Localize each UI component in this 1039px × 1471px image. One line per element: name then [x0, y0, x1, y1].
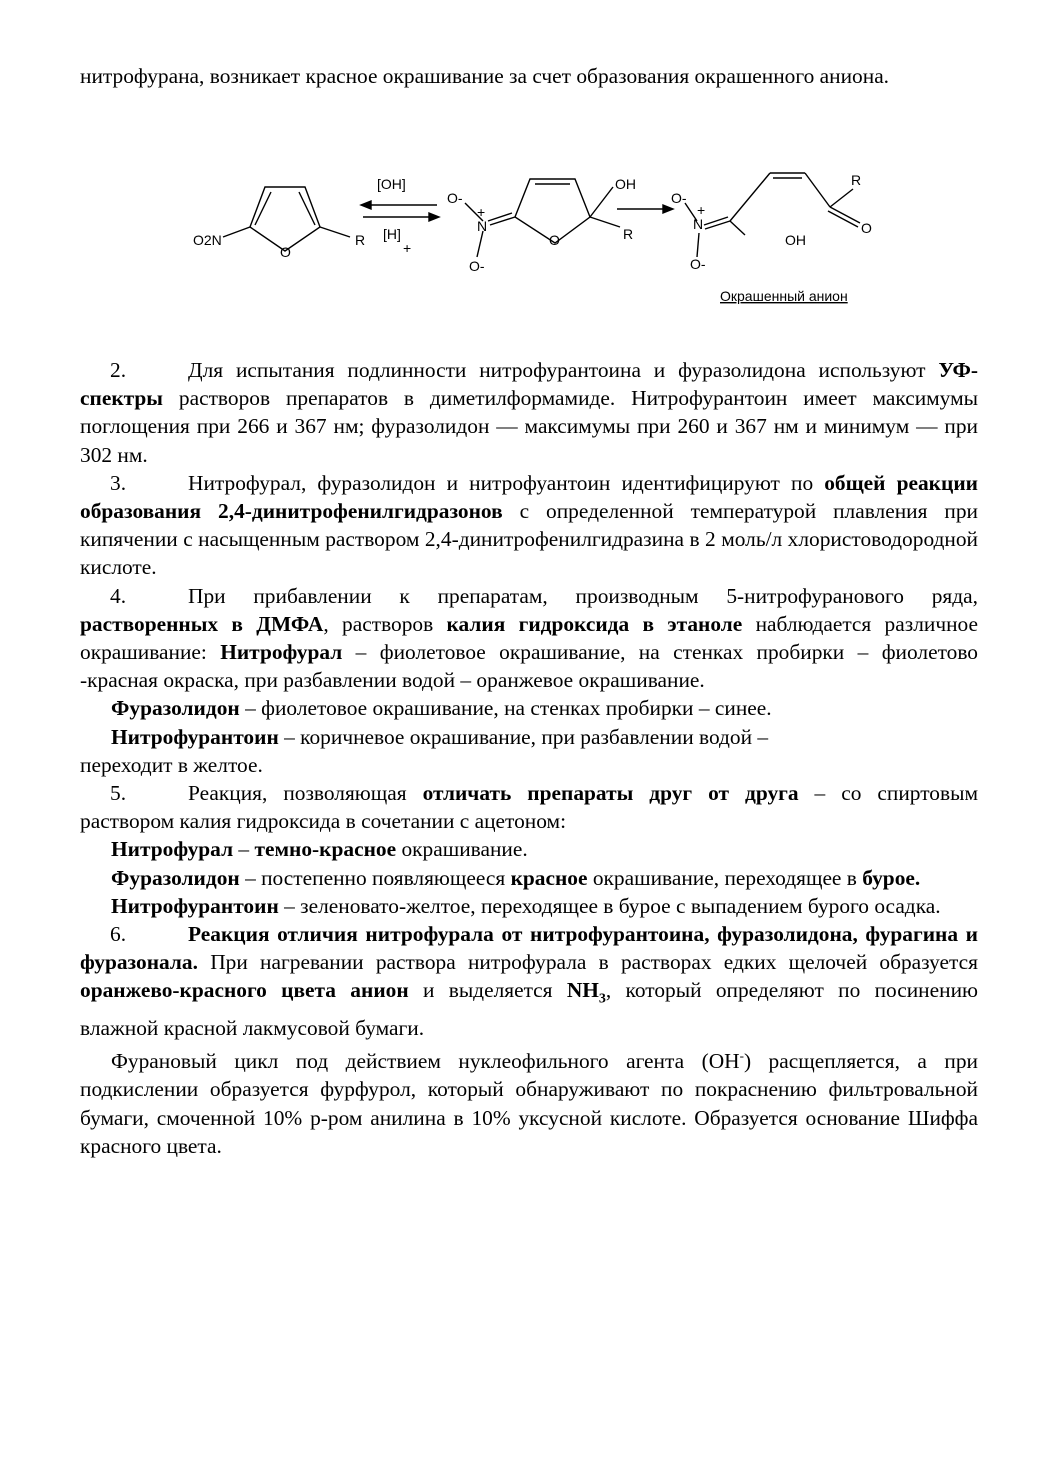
n-plus-label-1: + [477, 204, 486, 220]
item-2 [80, 356, 978, 469]
numbered-items [80, 356, 978, 1160]
item-4a-bold: Фуразолидон [111, 696, 240, 721]
item-6-bold-2: оранжево-красного цвета анион [80, 978, 409, 1003]
item-2-text-1: Для испытания подлинности нитрофурантоина и фуразолидона используют [188, 358, 939, 382]
item-3 [80, 469, 978, 582]
item-4-text-1: При прибавлении к препаратам, производным 5-нитрофуранового ряда, [188, 583, 978, 608]
item-6-nh3 [566, 978, 606, 1007]
item-5b-text-1: – постепенно появляющееся [239, 865, 511, 890]
item-4b-text-1: – коричневое окрашивание, при разбавлении водой – [278, 724, 769, 749]
oh-label-1: OH [615, 176, 636, 192]
item-3-number: 3. [110, 470, 127, 495]
item-6-text-2: и выделяется [408, 978, 567, 1003]
intro-paragraph: нитрофурана, возникает красное окрашивание за счет образования окрашенного аниона. [80, 64, 890, 88]
item-4-furazolidone [80, 694, 978, 722]
anion-caption: Окрашенный анион [720, 288, 848, 304]
ring-o-label-1: O [280, 244, 291, 260]
item-6-sub: 3 [598, 991, 606, 1007]
item-4-nitrofurantoin-cont [80, 751, 978, 779]
r-label-3: R [851, 172, 862, 188]
item-6-text-3: , который определяют по посинению влажной красной лакмусовой бумаги. [80, 978, 979, 1040]
o-minus-label-3: O- [671, 190, 687, 206]
item-6a-text-1: Фурановый цикл под действием нуклеофильного агента (OH [111, 1049, 740, 1074]
equilibrium-arrows [361, 201, 439, 221]
o-minus-label-1: O- [447, 190, 463, 206]
anion-molecule [685, 173, 860, 257]
item-6-nh: NH [566, 978, 599, 1003]
item-4-bold-1: растворенных в ДМФА [80, 611, 324, 636]
item-2-number: 2. [110, 358, 127, 382]
item-6-text-1: При нагревании раствора нитрофурала в растворах едких щелочей образуется [197, 950, 978, 975]
item-5b-bold-3: бурое. [862, 865, 921, 890]
item-5b-bold-1: Фуразолидон [111, 865, 240, 890]
item-6 [80, 920, 978, 1042]
item-4a-text: – фиолетовое окрашивание, на стенках пробирки – синее. [239, 696, 772, 721]
item-6a-text-2: ) расщепляется, а при подкислении образуется фурфурол, который обнаруживают по покраснению фильтровальной бумаги, смоченной 10% р-ром анилина в 10% уксусной кислоте. Образуется основание Шиффа красного цвета. [80, 1049, 978, 1158]
reagent-plus: + [403, 240, 412, 256]
item-5-nitrofurantoin [80, 892, 978, 920]
item-5a-text-2: окрашивание. [396, 837, 528, 862]
item-5b-text-2: окрашивание, переходящее в [587, 865, 863, 890]
reagent-h: [H] [383, 226, 401, 242]
item-5-bold-1: отличать препараты друг от друга [422, 781, 799, 806]
item-5a-bold-1: Нитрофурал [111, 837, 234, 862]
item-4-text-2: , растворов [323, 611, 447, 636]
item-5 [80, 779, 978, 835]
item-5-furazolidone [80, 864, 978, 892]
item-5b-bold-2: красное [510, 865, 588, 890]
item-2-bold-1: УФ-спектры [80, 358, 978, 411]
item-5c-text: – зеленовато-желтое, переходящее в бурое с выпадением бурого осадка. [278, 893, 941, 918]
o2n-label: O2N [193, 232, 222, 248]
item-2-text-2: растворов препаратов в диметилформамиде. Нитрофурантоин имеет максимумы поглощения при 266 и 367 нм; фуразолидон — максимумы при 260 и 367 нм и минимум — при 302 нм. [80, 386, 978, 467]
o-minus-label-2: O- [469, 258, 485, 274]
item-5-text-1: Реакция, позволяющая [188, 781, 423, 806]
item-5-nitrofural [80, 835, 978, 863]
item-5-number: 5. [110, 781, 127, 806]
item-6-bold-1: Реакция отличия нитрофурала от нитрофурантоина, фуразолидона, фурагина и фуразонала. [80, 922, 978, 975]
o-minus-label-4: O- [690, 256, 706, 272]
r-label-1: R [355, 232, 366, 248]
item-4-nitrofurantoin [80, 723, 978, 751]
item-4b-bold: Нитрофурантоин [111, 724, 279, 749]
document-page [80, 62, 978, 90]
intermediate-molecule [465, 179, 620, 257]
carbonyl-o-label: O [861, 220, 872, 236]
item-5a-bold-2: темно-красное [254, 837, 397, 862]
item-4-number: 4. [110, 583, 127, 608]
reaction-scheme [185, 165, 885, 315]
item-6-number: 6. [110, 922, 127, 947]
item-5c-bold: Нитрофурантоин [111, 893, 279, 918]
item-5a-text-1: – [233, 837, 255, 862]
item-4b-text-2: переходит в желтое. [80, 752, 263, 777]
oh-label-2: OH [785, 232, 806, 248]
item-3-text-1: Нитрофурал, фуразолидон и нитрофуантоин идентифицируют по [188, 470, 825, 495]
r-label-2: R [623, 226, 634, 242]
ring-o-label-2: O [549, 232, 560, 248]
item-4-bold-3: Нитрофурал [220, 640, 343, 665]
nitrofuran-molecule [223, 187, 350, 251]
reagent-oh: [OH] [377, 176, 406, 192]
item-3-text-2: с определенной температурой плавления при кипячении с насыщенным раствором 2,4-динитрофенилгидразина в 2 моль/л хлористоводородной кислоте. [80, 499, 978, 580]
n-plus-label-2: + [697, 202, 706, 218]
item-4-text-3: наблюдается различное окрашивание: [80, 611, 978, 665]
item-6-furan-cycle [80, 1042, 978, 1160]
item-4-bold-2: калия гидроксида в этаноле [446, 611, 743, 636]
n-label-2: N [693, 216, 704, 232]
item-4-text-4: – фиолетовое окрашивание, на стенках пробирки – фиолетово -красная окраска, при разбавлении водой – оранжевое окрашивание. [80, 640, 978, 693]
forward-arrow [617, 205, 673, 213]
item-6a-sup: - [739, 1048, 744, 1064]
item-4 [80, 582, 978, 695]
item-3-bold-1: общей реакции образования 2,4-динитрофенилгидразонов [80, 470, 978, 524]
n-label-1: N [477, 218, 488, 234]
item-5-text-2: – со спиртовым раствором калия гидроксида в сочетании с ацетоном: [80, 781, 978, 834]
